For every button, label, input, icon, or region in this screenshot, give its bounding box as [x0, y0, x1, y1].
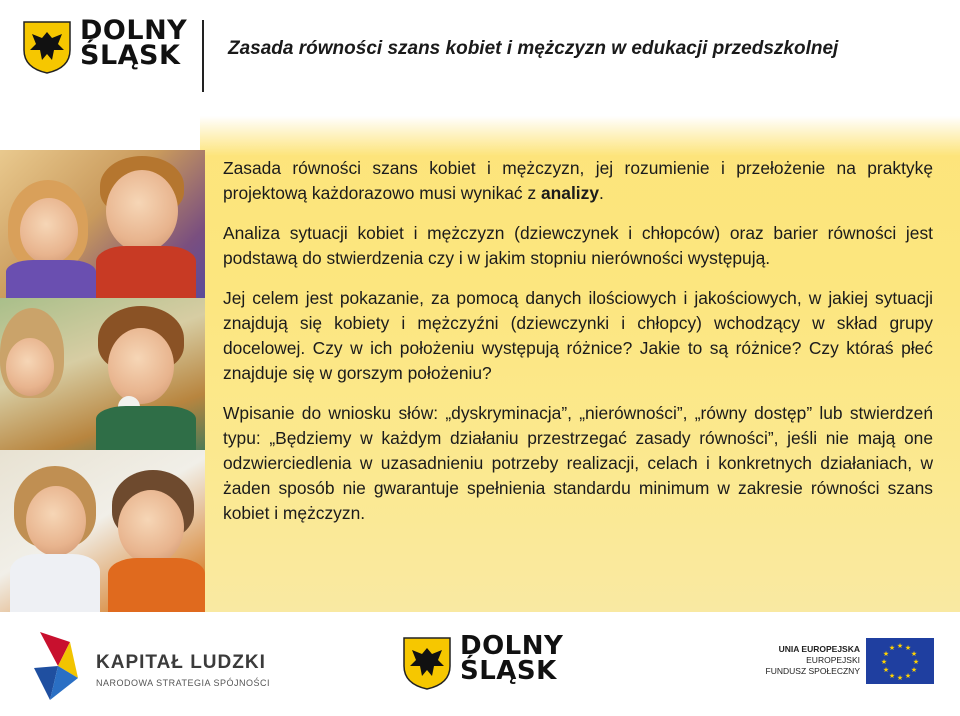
paragraph-3: Jej celem jest pokazanie, za pomocą danych ilościowych i jakościowych, w jakiej sytuacji znajdują się kobiety i mężczyźni (dziewczynki i chłopcy) wchodzący w skład grupy docelowej. Czy w ich położeniu występują różnice? Jakie to są różnice? Czy któraś płeć znajduje się w gorszym położeniu? [223, 288, 933, 383]
slide-header [0, 0, 960, 100]
paragraph-1-text: Zasada równości szans kobiet i mężczyzn, jej rozumienie i przełożenie na praktykę projektową każdorazowo musi wynikać z [223, 158, 933, 203]
eu-label [760, 644, 860, 677]
footer-logo-text [460, 631, 564, 686]
paragraph-4: Wpisanie do wniosku słów: „dyskryminacja”, „nierówności”, „równy dostęp” lub stwierdzeń typu: „Będziemy w każdym działaniu przestrzegać zasady równości”, jeśli nie mają one odzwierciedlenia w uzasadnieniu potrzeby realizacji, celach i konkretnych działaniach, w żaden sposób nie gwarantuje spełnienia standardu minimum w zakresie równości szans kobiet i mężczyzn. [223, 403, 933, 523]
kapital-ludzki-star-icon [30, 628, 80, 704]
svg-text:★: ★ [912, 658, 920, 666]
paragraph-1 [223, 156, 933, 206]
paragraph-2: Analiza sytuacji kobiet i mężczyzn (dziewczynek i chłopców) oraz barier równości jest podstawą do stwierdzenia czy i w jakim stopniu nierówności występują. [223, 223, 933, 268]
logo-text [80, 15, 188, 71]
svg-text:★: ★ [896, 642, 904, 650]
svg-text:★: ★ [904, 672, 912, 680]
slide-footer [0, 612, 960, 716]
svg-text:★: ★ [882, 650, 890, 658]
eu-line-2: EUROPEJSKI [806, 655, 860, 665]
eu-line-3: FUNDUSZ SPOŁECZNY [765, 666, 860, 676]
eu-flag-icon [866, 638, 934, 684]
paragraph-1-bold: analizy [541, 183, 599, 203]
dolny-slask-logo [22, 15, 192, 78]
svg-text:★: ★ [888, 644, 896, 652]
eu-line-1: UNIA EUROPEJSKA [778, 644, 860, 654]
svg-text:★: ★ [888, 672, 896, 680]
photo-girl-and-boy [0, 150, 205, 298]
svg-text:★: ★ [882, 666, 890, 674]
svg-text:★: ★ [904, 644, 912, 652]
eagle-shield-icon [402, 636, 452, 690]
eu-stars-icon [866, 638, 934, 684]
svg-text:★: ★ [880, 658, 888, 666]
slide-body-text [223, 156, 933, 541]
eagle-shield-icon [22, 20, 72, 74]
dolny-slask-footer-logo [402, 631, 572, 694]
photo-children-with-dandelion [0, 298, 205, 450]
header-divider [202, 20, 204, 92]
svg-text:★: ★ [910, 666, 918, 674]
children-photo-strip [0, 150, 205, 612]
footer-logo-line-1: DOLNY [460, 631, 564, 661]
photo-girl-and-boy-whispering [0, 450, 205, 612]
slide-title: Zasada równości szans kobiet i mężczyzn w edukacji przedszkolnej [228, 38, 839, 59]
logo-line-1: DOLNY [80, 15, 188, 46]
kapital-ludzki-subtitle: NARODOWA STRATEGIA SPÓJNOŚCI [96, 678, 271, 688]
footer-logo-line-2: ŚLĄSK [460, 656, 557, 686]
paragraph-1-end: . [599, 183, 604, 203]
svg-text:★: ★ [910, 650, 918, 658]
logo-line-2: ŚLĄSK [80, 40, 181, 71]
kapital-ludzki-title: KAPITAŁ LUDZKI [96, 652, 266, 673]
svg-text:★: ★ [896, 674, 904, 682]
